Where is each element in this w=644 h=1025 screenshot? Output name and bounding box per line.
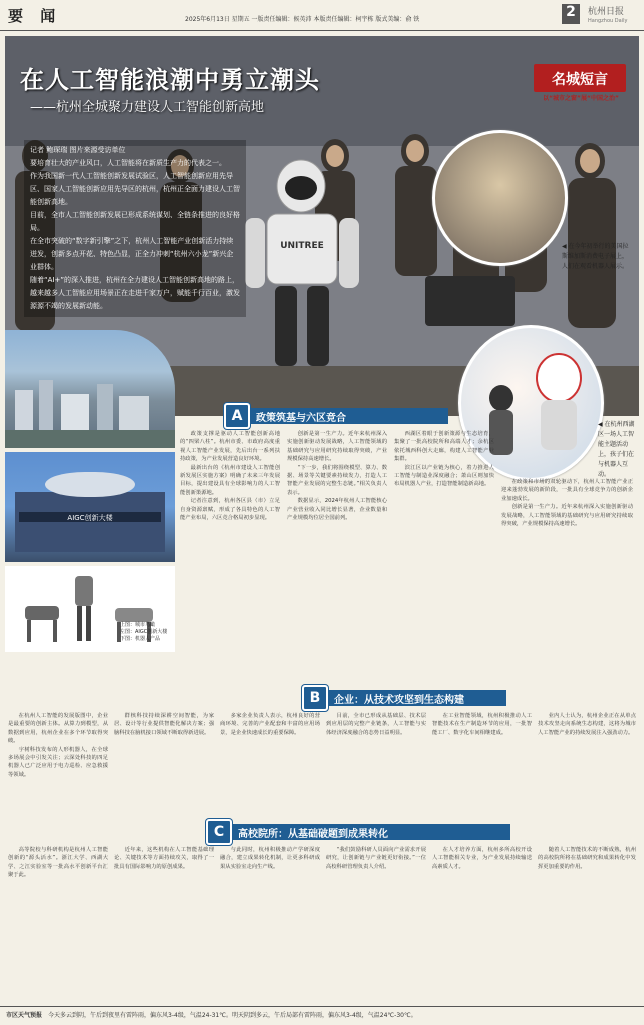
paragraph: 多家企业负责人表示，杭州良好的营商环境、完善的产业配套和丰富的应用场景，是企业快速成长的重要保障。 [220, 713, 320, 736]
building-sign: AIGC创新大楼 [67, 514, 113, 522]
section-b-col-4 [326, 712, 426, 814]
section-b-col-5 [432, 712, 532, 814]
paragraph: 在政策和市场的双轮驱动下，杭州人工智能产业正迎来蓬勃发展的新阶段，一批具有全球竞争力的创新企业加速成长。 [501, 479, 633, 502]
headline: 在人工智能浪潮中勇立潮头 [20, 66, 320, 94]
paragraph: 在工业智能领域，杭州积极推动人工智能技术在生产制造环节的应用，一批智能工厂、数字化车间相继建成。 [432, 713, 532, 736]
section-a-col-1 [180, 430, 280, 700]
city-aerial-photo [5, 330, 175, 448]
section-b-letter: B [302, 685, 328, 711]
section-a-col-3 [394, 430, 494, 700]
paragraph: 在杭州人工智能的发展版图中，企业是最重要的创新主体。从算力到模型，从数据到应用，杭州企业在多个环节取得突破。 [8, 713, 108, 745]
section-b-banner [306, 690, 506, 706]
section-c-col-3 [220, 846, 320, 1002]
section-a-letter: A [224, 403, 250, 429]
paragraph: 政策支撑是驱动人工智能创新高地的“四梁八柱”。杭州市委、市政府高度重视人工智能产业发展，先后出台一系列扶持政策，为产业发展营造良好环境。 [180, 431, 280, 463]
intro-paragraph: 要培育壮大的产业风口，人工智能将在新质生产力的代表之一。 [30, 159, 226, 167]
section-b-col-3 [220, 712, 320, 814]
paragraph: “我们鼓励科研人员面向产业需求开展研究，让创新链与产业链更好衔接。”一位高校科研管理负责人介绍。 [326, 847, 426, 870]
section-c-title: 高校院所：从基础破题到成果转化 [238, 828, 388, 840]
section-b-col-6 [538, 712, 636, 814]
weather-footer [0, 1006, 644, 1025]
byline: 记者 鲍琛瑞 图片来源受访单位 [30, 146, 126, 154]
page-number: 2 [562, 4, 580, 24]
paragraph: 数据显示，2024年杭州人工智能核心产业营业收入同比增长显著，企业数量和产业规模均位居全国前列。 [287, 498, 387, 522]
left-photos-caption: 上图：城市鸟瞰 左图：AIGC创新大楼 下图：机器人产品 [120, 622, 168, 642]
paragraph: 高等院校与科研机构是杭州人工智能创新的“源头活水”。浙江大学、西湖大学、之江实验室等一批高水平创新平台汇聚于此。 [8, 847, 108, 879]
section-c-col-4 [326, 846, 426, 1002]
weather-text: 今天多云到阴，午后到夜里有雷阵雨，偏东风3-4级，气温24-31℃。明天阴到多云，午后局部有雷阵雨，偏东风3-4级，气温24℃-30℃。 [48, 1012, 417, 1019]
paper-name: 杭州日报 [588, 7, 625, 17]
intro-paragraph: 随着“AI+”的深入推进，杭州在全力建设人工智能创新高地的路上，越来越多人工智能应用场景正在走进千家万户，赋能千行百业，激发源源不竭的发展新动能。 [30, 276, 240, 310]
inset-photo-ces [432, 130, 568, 266]
paragraph: 宇树科技发布的人形机器人，在全球多场展会中引发关注；云深处科技的四足机器人已广泛应用于电力巡检、应急救援等领域。 [8, 746, 108, 778]
section-b-col-1 [8, 712, 108, 814]
section-a-title: 政策筑基与六区竞合 [256, 412, 346, 424]
intro-paragraph: 目前，全市人工智能创新发展已形成系统谋划、全链条推进的良好格局。 [30, 211, 240, 232]
photo-caption-1: ◀ 在今年初举行的美国拉斯维加斯消费电子展上，人们在观看机器人展示。 [562, 243, 629, 270]
paragraph: 创新是第一生产力。近年来杭州深入实施创新驱动发展战略，人工智能领域的基础研究与应用研究持续取得突破，产业规模保持高速增长。 [287, 431, 387, 463]
intro-text [24, 140, 246, 317]
section-b-title: 企业：从技术攻坚到生态构建 [334, 694, 464, 706]
section-c-col-5 [432, 846, 532, 1002]
paragraph: 最新出台的《杭州市建设人工智能创新发展区实施方案》明确了未来三年发展目标，提出建设具有全球影响力的人工智能创新策源地。 [180, 464, 280, 496]
paragraph: 群核科技持续深耕空间智能，为家居、设计等行业提供智能化解决方案；强脑科技在脑机接口领域不断取得新进展。 [114, 713, 214, 736]
section-a-col-4 [501, 478, 633, 700]
section-c-col-2 [114, 846, 214, 1002]
photo-caption-2: ◀ 在杭州西湖区一场人工智能主题活动上，孩子们在与机器人互动。 [598, 421, 635, 478]
paragraph: 在人才培养方面，杭州多所高校开设人工智能相关专业，为产业发展持续输送高素质人才。 [432, 847, 532, 870]
paragraph: 记者注意到，杭州各区县（市）立足自身资源禀赋，形成了各具特色的人工智能产业布局，六区竞合格局初步显现。 [180, 498, 280, 522]
aigc-building-photo [5, 452, 175, 562]
paragraph: “下一步，我们将围绕模型、算力、数据、场景等关键要素持续发力，打造人工智能产业发展的完整生态链。”相关负责人表示。 [287, 464, 387, 496]
subheadline: ——杭州全城聚力建设人工智能创新高地 [30, 100, 265, 115]
section-c-letter: C [206, 819, 232, 845]
section-b-col-2 [114, 712, 214, 814]
edition-info: 2025年6月13日 星期五 一版责任编辑：候英沛 本版责任编辑：柯宇栋 版式美编：俞 铁 [185, 16, 420, 23]
section-a-col-2 [287, 430, 387, 700]
paragraph: 近年来，这些机构在人工智能基础理论、关键技术等方面持续攻关，取得了一批具有国际影响力的原创成果。 [114, 847, 214, 870]
paragraph: 与此同时，杭州积极推动产学研深度融合，建立成果转化机制，让更多科研成果从实验室走向生产线。 [220, 847, 320, 870]
seal-subtitle: 以“城市之窗”展“中国之治” [543, 95, 619, 102]
paragraph: 随着人工智能技术的不断成熟，杭州的高校院所将在基础研究和成果转化中发挥更加重要的作用。 [538, 847, 636, 870]
paragraph: 创新是第一生产力。近年来杭州深入实施创新驱动发展战略，人工智能领域的基础研究与应用研究持续取得突破，产业规模保持高速增长。 [501, 504, 633, 528]
weather-label: 市区天气预报 [6, 1012, 43, 1019]
section-c-banner [210, 824, 510, 840]
intro-paragraph: 在全市突破的“数字新引擎”之下，杭州人工智能产业创新活力持续迸发，创新多点开花、特色凸显，正全力冲刺“杭州六小龙”新兴企业群体。 [30, 237, 234, 271]
section-a-banner [228, 408, 448, 424]
section-label: 要 闻 [8, 7, 62, 25]
intro-paragraph: 作为我国新一代人工智能创新发展试验区，人工智能创新应用先导区、国家人工智能创新应用先导区的杭州，杭州正全面力建设人工智能创新高地。 [30, 172, 240, 206]
section-c-col-6 [538, 846, 636, 1002]
paragraph: 滨江区以产业链为核心，着力推进人工智能与制造业深度融合；萧山区则加快布局机器人产业，打造智能制造新高地。 [394, 464, 494, 488]
paragraph: 西湖区着眼于创新策源与生态培育，集聚了一批高校院所和高端人才；余杭区依托城西科创大走廊，构建人工智能产业集群。 [394, 431, 494, 463]
seal-text: 名城短言 [552, 72, 608, 88]
paragraph: 业内人士认为，杭州企业正在从单点技术攻坚走向系统生态构建，这将为城市人工智能产业的持续发展注入强劲动力。 [538, 713, 636, 736]
paper-name-en: Hangzhou Daily [588, 18, 628, 24]
section-c-col-1 [8, 846, 108, 1002]
robot-brand-label: UNITREE [280, 241, 324, 251]
paragraph: 目前，全市已形成从基础层、技术层到应用层的完整产业链条，人工智能与实体经济深度融合的态势日益明显。 [326, 713, 426, 736]
